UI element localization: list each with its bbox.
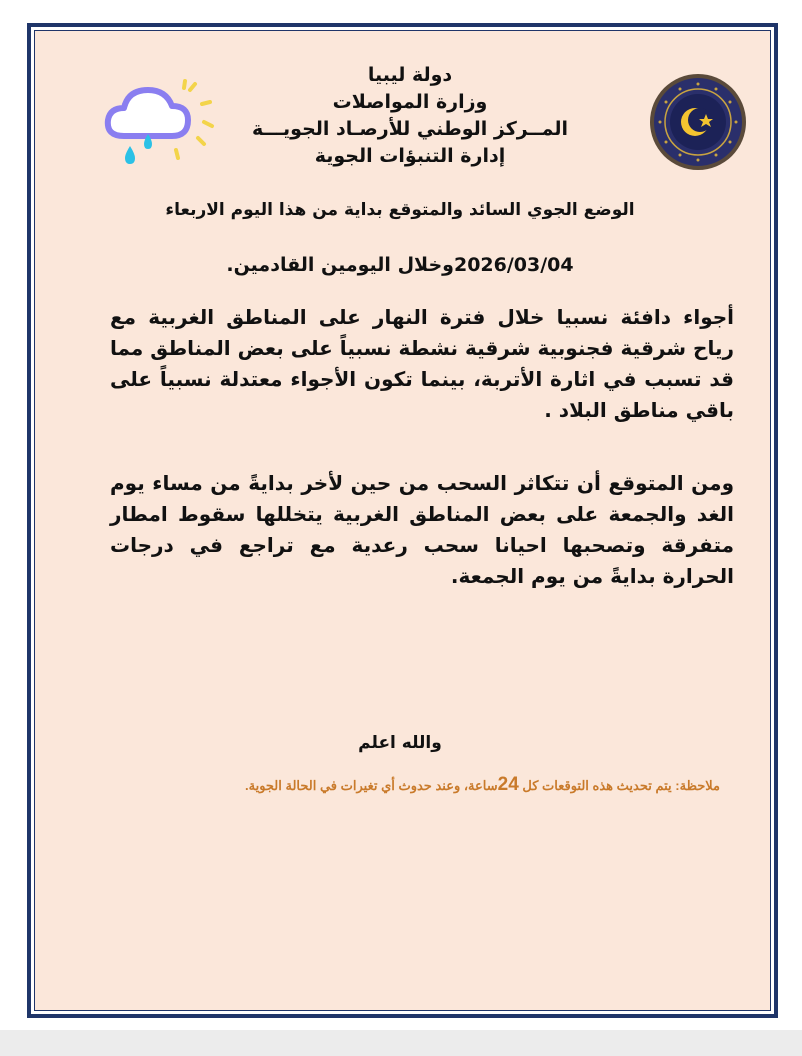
forecast-date-text: وخلال اليومين القادمين.: [226, 254, 454, 276]
forecast-subtitle: الوضع الجوي السائد والمتوقع بداية من هذا اليوم الاربعاء: [165, 200, 635, 220]
header-state: دولة ليبيا: [367, 64, 453, 86]
header-ministry: وزارة المواصلات: [332, 91, 488, 113]
update-note: [130, 772, 720, 799]
header-center: المــركز الوطني للأرصـاد الجويـــة: [252, 118, 568, 140]
closing-phrase: والله اعلم: [358, 733, 442, 753]
note-prefix: ملاحظة: يتم تحديث هذه التوقعات كل: [518, 778, 720, 793]
forecast-paragraph: أجواء دافئة نسبيا خلال فترة النهار على المناطق الغربية مع رياح شرقية فجنوبية شرقية نشطة نسبياً على بعض المناطق مما قد تسبب في اثارة الأتربة، بينما تكون الأجواء معتدلة نسبياً على باقي مناطق البلاد .: [110, 305, 734, 422]
note-suffix: ساعة، وعند حدوث أي تغيرات في الحالة الجوية.: [245, 778, 498, 793]
cloud-rain-sun-icon: [100, 78, 224, 168]
raindrop: [125, 146, 135, 164]
bottom-strip: [0, 1030, 802, 1056]
header-department: إدارة التنبؤات الجوية: [314, 145, 506, 167]
document-header: [220, 62, 600, 170]
forecast-date-line: [120, 250, 680, 280]
ministry-seal-icon: [648, 72, 748, 172]
note-hours: 24: [497, 774, 519, 795]
forecast-date: 2026/03/04: [453, 254, 574, 276]
forecast-paragraph: ومن المتوقع أن تتكاثر السحب من حين لأخر بدايةً من مساء يوم الغد والجمعة على بعض المناطق الغربية يتخللها سقوط امطار متفرقة وتصحبها احيانا سحب رعدية مع تراجع في درجات الحرارة بدايةً من يوم الجمعة.: [110, 471, 734, 588]
cloud-shape: [108, 90, 188, 136]
